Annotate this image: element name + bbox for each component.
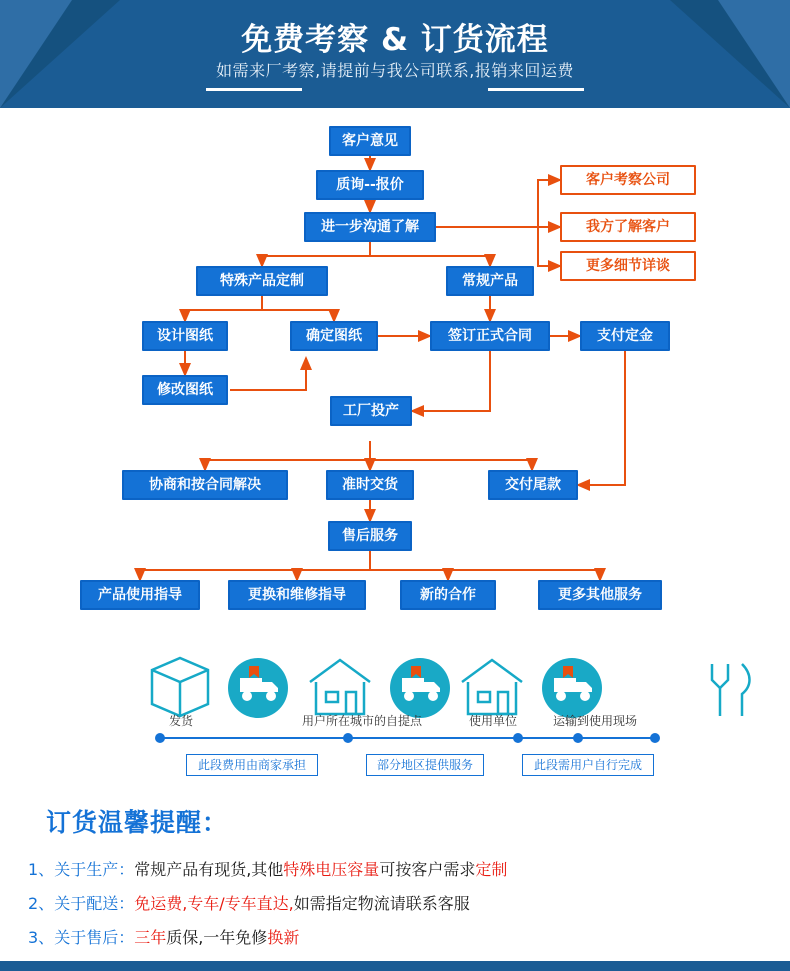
truck-icon — [542, 658, 602, 718]
flow-node-more-details-discussion[interactable]: 更多细节详谈 — [560, 251, 696, 281]
flow-node-confirm-drawing[interactable]: 确定图纸 — [290, 321, 378, 351]
flow-node-pay-deposit[interactable]: 支付定金 — [580, 321, 670, 351]
note-text-1a: 常规产品有现货,其他 — [134, 860, 284, 879]
footer-bar — [0, 961, 790, 971]
delivery-caption-ship: 发货 — [168, 714, 193, 728]
note-text-1d: 定制 — [475, 860, 508, 879]
order-notes — [0, 795, 790, 971]
flow-node-inquiry-quote[interactable]: 质询--报价 — [316, 170, 424, 200]
house-icon — [310, 660, 370, 714]
note-index-2: 2、 — [28, 894, 55, 913]
truck-icon — [228, 658, 288, 718]
flow-node-after-sales-service[interactable]: 售后服务 — [328, 521, 412, 551]
note-text-1b: 特殊电压容量 — [283, 860, 380, 879]
note-row-aftersales — [28, 925, 299, 948]
note-text-3a: 三年 — [134, 928, 167, 947]
delivery-pill-merchant-pays: 此段费用由商家承担 — [186, 754, 318, 776]
flow-node-customer-visit-company[interactable]: 客户考察公司 — [560, 165, 696, 195]
note-label-3: 关于售后： — [54, 928, 135, 947]
delivery-caption-pickup-point: 用户所在城市的自提点 — [301, 714, 422, 728]
page-title: 免费考察 & 订货流程 — [241, 22, 549, 58]
wrench-icon — [712, 664, 750, 716]
title-underline-left — [206, 88, 302, 91]
flow-node-replace-repair-guide[interactable]: 更换和维修指导 — [228, 580, 366, 610]
flow-node-customer-opinion[interactable]: 客户意见 — [329, 126, 411, 156]
flow-node-revise-drawing[interactable]: 修改图纸 — [142, 375, 228, 405]
note-row-delivery — [28, 891, 470, 914]
flow-node-further-communication[interactable]: 进一步沟通了解 — [304, 212, 436, 242]
delivery-caption-user-unit: 使用单位 — [468, 714, 517, 728]
truck-icon — [390, 658, 450, 718]
flow-node-custom-product[interactable]: 特殊产品定制 — [196, 266, 328, 296]
order-process-flowchart — [0, 108, 790, 635]
delivery-timeline — [0, 630, 790, 790]
page-header — [0, 0, 790, 108]
flow-node-more-other-services[interactable]: 更多其他服务 — [538, 580, 662, 610]
note-index-3: 3、 — [28, 928, 55, 947]
timeline-axis — [155, 733, 660, 743]
notes-title: 订货温馨提醒： — [46, 808, 229, 837]
note-text-1c: 可按客户需求 — [379, 860, 476, 879]
note-text-3c: 换新 — [267, 928, 300, 947]
delivery-pill-regional-service: 部分地区提供服务 — [366, 754, 484, 776]
flow-node-negotiate-per-contract[interactable]: 协商和按合同解决 — [122, 470, 288, 500]
flow-node-we-understand-customer[interactable]: 我方了解客户 — [560, 212, 696, 242]
note-row-production — [28, 857, 507, 880]
note-text-2a: 免运费,专车/专车直达, — [134, 894, 294, 913]
title-underline-right — [488, 88, 584, 91]
flow-node-product-usage-guide[interactable]: 产品使用指导 — [80, 580, 200, 610]
note-text-2b: 如需指定物流请联系客服 — [293, 894, 470, 913]
delivery-caption-transport-site: 运输到使用现场 — [552, 714, 637, 728]
flow-node-new-cooperation[interactable]: 新的合作 — [400, 580, 496, 610]
note-text-3b: 质保,一年免修 — [166, 928, 268, 947]
flow-node-sign-contract[interactable]: 签订正式合同 — [430, 321, 550, 351]
note-label-1: 关于生产： — [54, 860, 135, 879]
flow-node-standard-product[interactable]: 常规产品 — [446, 266, 534, 296]
house-icon — [462, 660, 522, 714]
page-subtitle: 如需来厂考察,请提前与我公司联系,报销来回运费 — [216, 61, 574, 80]
flow-node-factory-production[interactable]: 工厂投产 — [330, 396, 412, 426]
flow-node-on-time-delivery[interactable]: 准时交货 — [326, 470, 414, 500]
flow-node-design-drawing[interactable]: 设计图纸 — [142, 321, 228, 351]
note-index-1: 1、 — [28, 860, 55, 879]
delivery-pill-user-handles: 此段需用户自行完成 — [522, 754, 654, 776]
box-icon — [152, 658, 208, 716]
note-label-2: 关于配送： — [54, 894, 135, 913]
flow-node-final-payment[interactable]: 交付尾款 — [488, 470, 578, 500]
